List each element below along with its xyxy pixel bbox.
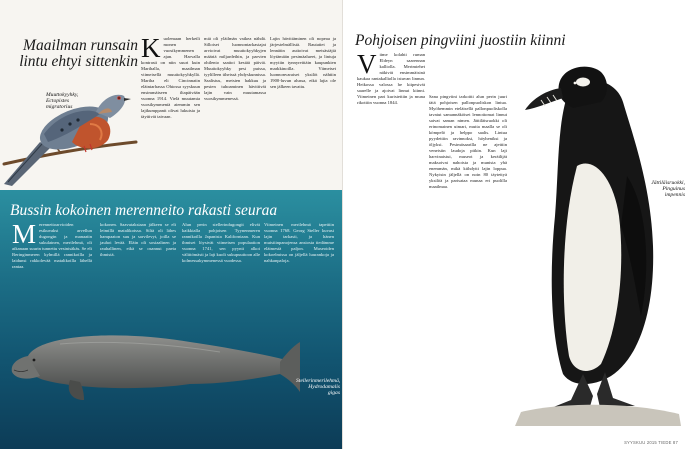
passenger-pigeon-column-1 bbox=[141, 33, 200, 120]
passenger-pigeon-illustration bbox=[0, 72, 140, 190]
sea-cow-caption: Stellerinmerilehmä, Hydrodamalis gigas bbox=[296, 378, 341, 397]
great-auk-caption: Jättiläisruokki, Pinguinus impennis bbox=[651, 180, 685, 199]
passenger-pigeon-caption: Muuttokyyhky, Ectopistes migratorius bbox=[46, 92, 79, 111]
sea-cow-text-1: erenneitoarvioiden esikuvaksi arvellun dugongin ja manaatin sukulainen, merilehmä, oli aikanaan suurin tunnettu vesinisäkäs. Se eli Beringinmeren kylmillä rannikoilla ja laidunsi rakkolevää matalikoilla lähellä rantaa. bbox=[12, 222, 92, 269]
sea-cow-panel bbox=[0, 190, 343, 449]
sea-cow-illustration bbox=[0, 300, 300, 420]
sea-cow-dropcap: M bbox=[12, 219, 37, 249]
sea-cow-column-4: Viimeinen merilehmä tapettiin vuonna 1768. Georg Steller kuvasi lajin tarkasti, ja hänen muistiinpanojensa ansiosta tiedämme eläimestä paljon. Museoiden kokoelmissa on jäljellä luurankoja ja nahkanpaloja. bbox=[264, 222, 334, 263]
passenger-pigeon-text-1: uolemaan herkeili monen vuosikymmenen ajan. Harvalla kontrasti on niin suuri kuin Marthalla, maailman viimeisellä muuttokyyhkyllä. Martha eli Cincinnatin eläintarhassa Ohiossa syyskuun ensimmäiseen iltapäivään vuonna 1914. Vielä muutamia vuosikymmeniä aiemmin sen lajikumppanit olivat lukuisia ja täyttivät taivaan. bbox=[141, 36, 200, 119]
sea-cow-headline: Bussin kokoinen merenneito rakasti seuraa bbox=[10, 202, 278, 219]
great-auk-headline: Pohjoisen pingviini juostiin kiinni bbox=[355, 32, 566, 49]
page-footer: SYYSKUU 2015 TIEDE 87 bbox=[624, 440, 678, 445]
right-page bbox=[343, 0, 686, 449]
passenger-pigeon-column-3: Lajin hävittäminen oli nopeaa ja järjestelmällistä. Rautatiet ja lennätin auttoivat metsästäjiä löytämään pesimäalueet, ja lintuja myytiin tynnyreittäin kaupunkien markkinoilla. Viimeiset luonnonvaraiset yksilöt nähtiin 1900-luvun alussa, eikä lajia ole sen jälkeen tavattu. bbox=[270, 36, 336, 89]
great-auk-column-2: Sana pingviini tarkoitti alun perin juuri tätä pohjoisen pallonpuoliskon lintua. Myöhemmin eteläisellä pallonpuoliskolla tavatut samannäköiset lennottomat linnut saivat saman nimen. Jättiläisruokki oli erinomainen uimari, mutta maalla se oli kömpelö ja helppo saalis. Lintua pyydettiin ravinnoksi, höyheniksi ja öljyksi. Pesimäsaarilla ne ajettiin veneisiin laudoja pitkin. Kun laji harvinaistui, museot ja keräilijät maksoivat nahoista ja munista yhä enemmän, mikä kiihdytti lajin loppua. Nykyisin jäljellä on noin 80 täytettyä yksilöä ja parisataa munaa eri puolilla maailmaa. bbox=[429, 94, 507, 189]
great-auk-text-1: iime kolahti ruman Eldeyn saarennan kalliolla. Merimiehet näkivät ensimmäisinä kaukaa rantakalliolla istuvan linnun. Heikossa valossa he kiipesivät saarelle ja ajoivat linnut kiinni. Viimeinen pari kuristettiin ja muna rikottiin vuonna 1844. bbox=[357, 52, 425, 105]
great-auk-illustration bbox=[501, 56, 686, 426]
great-auk-column-1 bbox=[357, 49, 425, 106]
passenger-pigeon-dropcap: K bbox=[141, 33, 161, 63]
great-auk-dropcap: V bbox=[357, 49, 377, 79]
passenger-pigeon-headline: Maailman runsain lintu ehtyi sittenkin bbox=[19, 37, 138, 70]
sea-cow-column-3: Alun perin stellerindugongit elivät kaikkialla pohjoisen Tyynenmeren rannikoilla Japanista Kaliforniaan. Kun ihmiset löysivät viimeisen populaation vuonna 1741, sen pyynti alkoi välittömästi ja laji kuoli sukupuuttoon alle kolmessakymmenessä vuodessa. bbox=[182, 222, 260, 263]
passenger-pigeon-column-2: miä oli yläilmän vaikea nähdä. Silloiset luonnontarkastajat arvioivat muuttokyyhkyjen määriä miljardeihin, ja parvien ohilento saattoi kestää päiviä. Muuttokyyhky pesi puissa, tyylilleen tiheissä yhdyskunnissa. Saalistus, metsien hakkuu ja pesien tuhoaminen hävittivät lajin vain muutamassa vuosikymmenessä. bbox=[204, 36, 266, 101]
sea-cow-column-1 bbox=[12, 219, 92, 270]
sea-cow-column-2: kokonen. Saavutaksiaan jälkeen se eli leimillä matalikoissa. Siltä oli lähes hampaaton suu ja sarvilevyt, joilla se jauhoi levää. Eläin oli sosiaalinen ja rauhallinen, eikä se osannut paeta ihmistä. bbox=[100, 222, 176, 257]
